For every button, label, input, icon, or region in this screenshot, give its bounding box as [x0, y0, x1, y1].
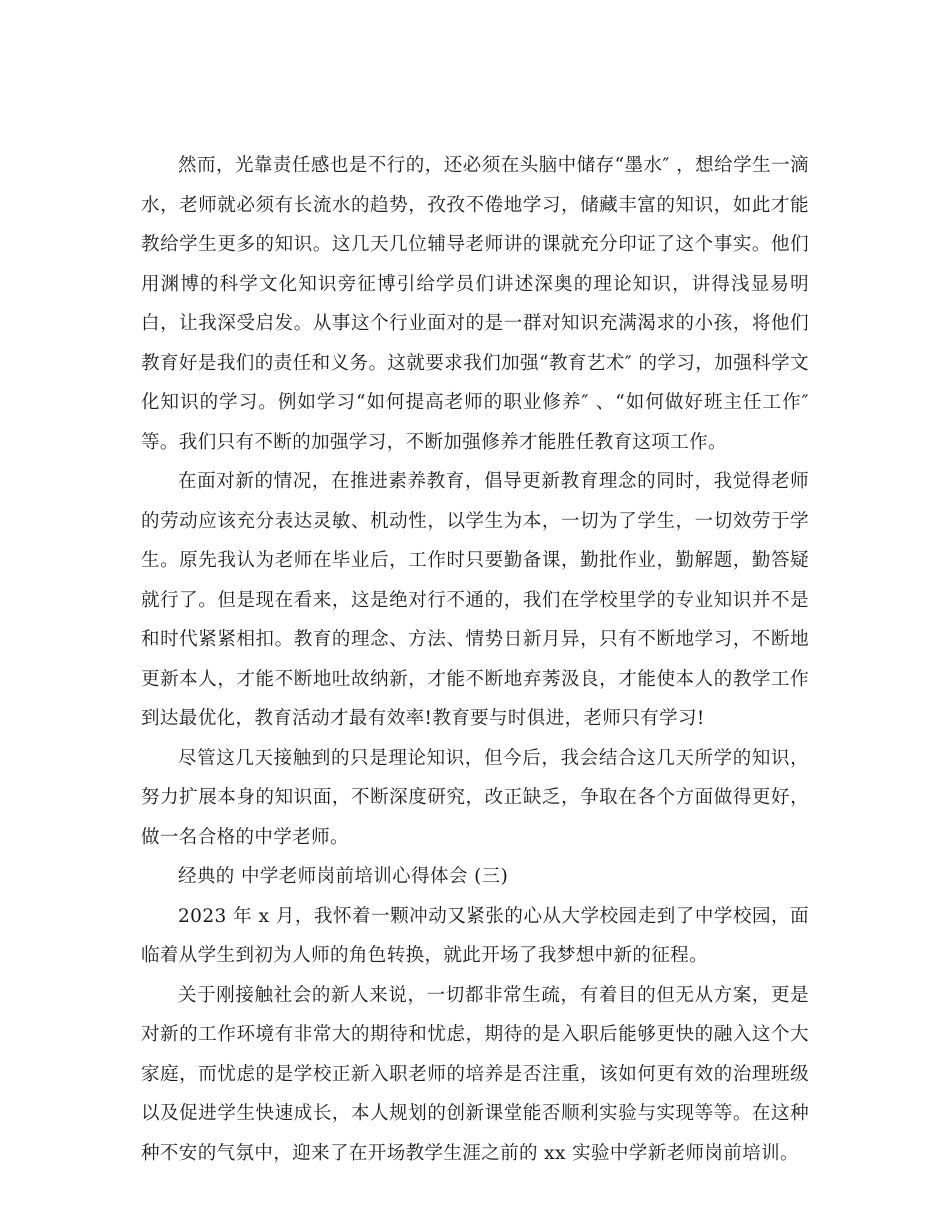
- paragraph-new-situation: 在面对新的情况，在推进素养教育，倡导更新教育理念的同时，我觉得老师的劳动应该充分表达灵敏、机动性，以学生为本，一切为了学生，一切效劳于学生。原先我认为老师在毕业后，工作时只要勤备课，勤批作业，勤解题，勤答疑就行了。但是现在看来，这是绝对行不通的，我们在学校里学的专业知识并不是和时代紧紧相扣。教育的理念、方法、情势日新月异，只有不断地学习，不断地更新本人，才能不断地吐故纳新，才能不断地弃莠汲良，才能使本人的教学工作到达最优化，教育活动才最有效率!教育要与时俱进，老师只有学习!: [141, 471, 809, 729]
- paragraph-responsibility-knowledge: 然而，光靠责任感也是不行的，还必须在头脑中储存“墨水″ ，想给学生一滴水，老师就必须有长流水的趋势，孜孜不倦地学习，储藏丰富的知识，如此才能教给学生更多的知识。这几天几位辅导老师讲的课就充分印证了这个事实。他们用渊博的科学文化知识旁征博引给学员们讲述深奥的理论知识，讲得浅显易明白，让我深受启发。从事这个行业面对的是一群对知识充满渴求的小孩，将他们教育好是我们的责任和义务。这就要求我们加强“教育艺术″ 的学习，加强科学文化知识的学习。例如学习“如何提高老师的职业修养″ 、“如何做好班主任工作″ 等。我们只有不断的加强学习，不断加强修养才能胜任教育这项工作。: [141, 155, 809, 453]
- paragraph-newcomer-feelings: 关于刚接触社会的新人来说，一切都非常生疏，有着目的但无从方案，更是对新的工作环境有非常大的期待和忧虑，期待的是入职后能够更快的融入这个大家庭，而忧虑的是学校正新入职老师的培养是否注重，该如何更有效的治理班级以及促进学生快速成长，本人规划的创新课堂能否顺利实验与实现等等。在这种种不安的气氛中，迎来了在开场教学生涯之前的 xx 实验中学新老师岗前培训。: [141, 984, 809, 1164]
- document-body: [141, 146, 809, 1173]
- paragraph-future-commitment: 尽管这几天接触到的只是理论知识，但今后，我会结合这几天所学的知识，努力扩展本身的知识面，不断深度研究，改正缺乏，争取在各个方面做得更好，做一名合格的中学老师。: [141, 747, 809, 848]
- section-heading: 经典的 中学老师岗前培训心得体会 (三): [178, 866, 509, 887]
- paragraph-start-journey: 2023 年 x 月，我怀着一颗冲动又紧张的心从大学校园走到了中学校园，面临着从学生到初为人师的角色转换，就此开场了我梦想中新的征程。: [141, 905, 809, 966]
